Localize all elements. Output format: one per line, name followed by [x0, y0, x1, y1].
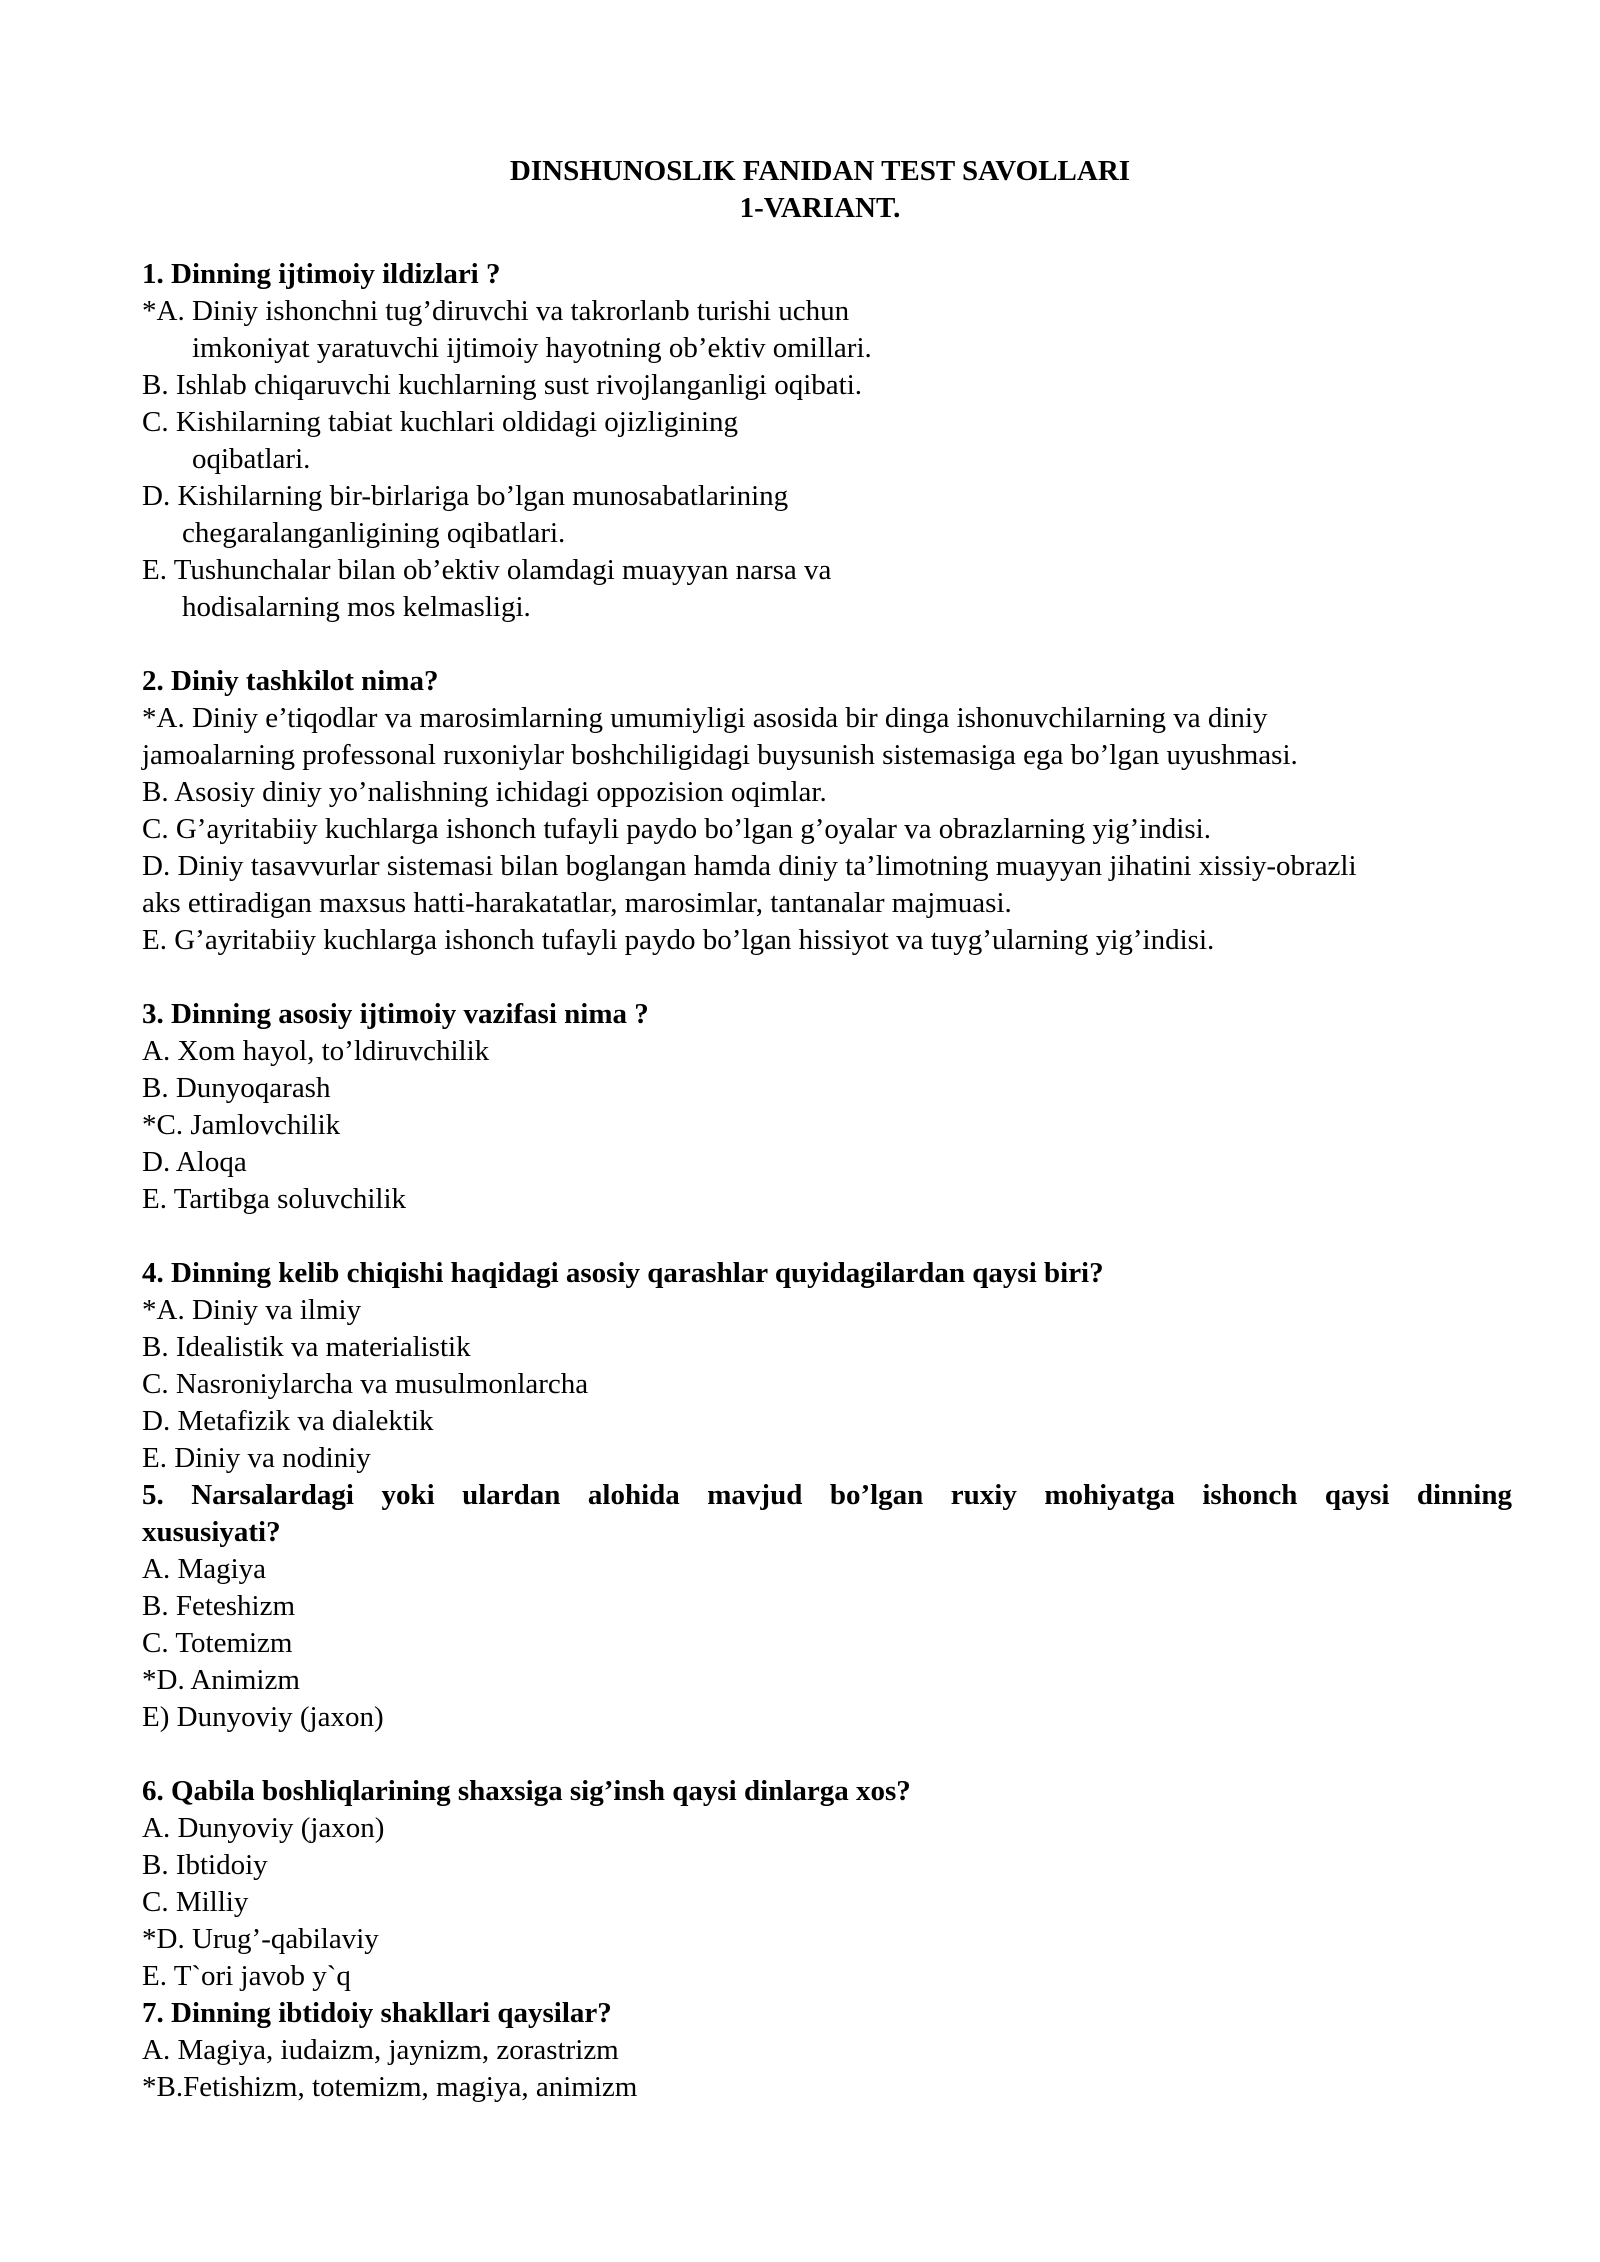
spacer — [142, 1736, 1512, 1773]
answer-option: E. T`ori javob y`q — [142, 1960, 351, 1992]
answer-option: E. Diniy va nodiniy — [142, 1442, 371, 1474]
answer-option: C. G’ayritabiiy kuchlarga ishonch tufayli paydo bo’lgan g’oyalar va obrazlarning yig’indisi. — [142, 813, 1211, 845]
answer-option: C. Totemizm — [142, 1627, 293, 1659]
document-title: DINSHUNOSLIK FANIDAN TEST SAVOLLARI — [509, 155, 1131, 187]
question-text: 2. Diniy tashkilot nima? — [142, 665, 439, 697]
answer-option: C. Milliy — [142, 1886, 249, 1918]
answer-option: *A. Diniy e’tiqodlar va marosimlarning umumiyligi asosida bir dinga ishonuvchilarning va diniy — [142, 702, 1268, 734]
answer-option: A. Magiya, iudaizm, jaynizm, zorastrizm — [142, 2034, 619, 2066]
answer-option: E. Tartibga soluvchilik — [142, 1183, 407, 1215]
question-text: 7. Dinning ibtidoiy shakllari qaysilar? — [142, 1997, 612, 2029]
question-2 — [142, 663, 1512, 959]
answer-option: D. Kishilarning bir-birlariga bo’lgan munosabatlarining — [142, 480, 789, 512]
answer-option: E. Tushunchalar bilan ob’ektiv olamdagi muayyan narsa va — [142, 554, 832, 586]
answer-option: B. Feteshizm — [142, 1590, 296, 1622]
answer-option: C. Kishilarning tabiat kuchlari oldidagi ojizligining — [142, 406, 739, 438]
question-4 — [142, 1255, 1512, 1477]
answer-option: B. Idealistik va materialistik — [142, 1331, 471, 1363]
answer-option: D. Diniy tasavvurlar sistemasi bilan boglangan hamda diniy ta’limotning muayyan jihatini xissiy-obrazli — [142, 850, 1357, 882]
question-text: 3. Dinning asosiy ijtimoiy vazifasi nima ? — [142, 998, 649, 1030]
answer-option: E. G’ayritabiiy kuchlarga ishonch tufayli paydo bo’lgan hissiyot va tuyg’ularning yig’indisi. — [142, 924, 1215, 956]
answer-option: C. Nasroniylarcha va musulmonlarcha — [142, 1368, 589, 1400]
answer-option: B. Ibtidoiy — [142, 1849, 268, 1881]
answer-option: *B.Fetishizm, totemizm, magiya, animizm — [142, 2071, 638, 2103]
question-text: 4. Dinning kelib chiqishi haqidagi asosiy qarashlar quyidagilardan qaysi biri? — [142, 1257, 1104, 1289]
question-text-continued: xususiyati? — [142, 1516, 281, 1548]
question-5 — [142, 1477, 1512, 1736]
answer-option: *D. Urug’-qabilaviy — [142, 1923, 379, 1955]
question-6 — [142, 1773, 1512, 1995]
answer-option: D. Metafizik va dialektik — [142, 1405, 434, 1437]
answer-option-continued: imkoniyat yaratuvchi ijtimoiy hayotning ob’ektiv omillari. — [192, 332, 872, 364]
question-3 — [142, 996, 1512, 1218]
answer-option: *A. Diniy va ilmiy — [142, 1294, 362, 1326]
spacer — [142, 1218, 1512, 1255]
answer-option: B. Dunyoqarash — [142, 1072, 331, 1104]
test-body — [142, 256, 1512, 2106]
answer-option: B. Asosiy diniy yo’nalishning ichidagi oppozision oqimlar. — [142, 776, 827, 808]
spacer — [142, 626, 1512, 663]
question-7 — [142, 1995, 1512, 2106]
answer-option: *A. Diniy ishonchni tug’diruvchi va takrorlanb turishi uchun — [142, 295, 850, 327]
answer-option-continued: aks ettiradigan maxsus hatti-harakatatlar, marosimlar, tantanalar majmuasi. — [142, 887, 1012, 919]
question-text: 6. Qabila boshliqlarining shaxsiga sig’insh qaysi dinlarga xos? — [142, 1775, 911, 1807]
question-text: 5. Narsalardagi yoki ulardan alohida mavjud bo’lgan ruxiy mohiyatga ishonch qaysi dinning — [142, 1479, 1512, 1511]
answer-option-continued: jamoalarning professonal ruxoniylar boshchiligidagi buysunish sistemasiga ega bo’lgan uyushmasi. — [142, 739, 1298, 771]
answer-option: *D. Animizm — [142, 1664, 300, 1696]
answer-option: B. Ishlab chiqaruvchi kuchlarning sust rivojlanganligi oqibati. — [142, 369, 863, 401]
answer-option: A. Xom hayol, to’ldiruvchilik — [142, 1035, 490, 1067]
spacer — [142, 959, 1512, 996]
variant-label: 1-VARIANT. — [739, 192, 901, 224]
answer-option: A. Dunyoviy (jaxon) — [142, 1812, 385, 1844]
answer-option-continued: hodisalarning mos kelmasligi. — [182, 591, 531, 623]
answer-option: A. Magiya — [142, 1553, 267, 1585]
question-text: 1. Dinning ijtimoiy ildizlari ? — [142, 258, 501, 290]
answer-option: E) Dunyoviy (jaxon) — [142, 1701, 384, 1733]
answer-option-continued: chegaralanganligining oqibatlari. — [182, 517, 566, 549]
answer-option-continued: oqibatlari. — [192, 443, 311, 475]
answer-option: *C. Jamlovchilik — [142, 1109, 341, 1141]
answer-option: D. Aloqa — [142, 1146, 247, 1178]
question-1 — [142, 256, 1512, 626]
